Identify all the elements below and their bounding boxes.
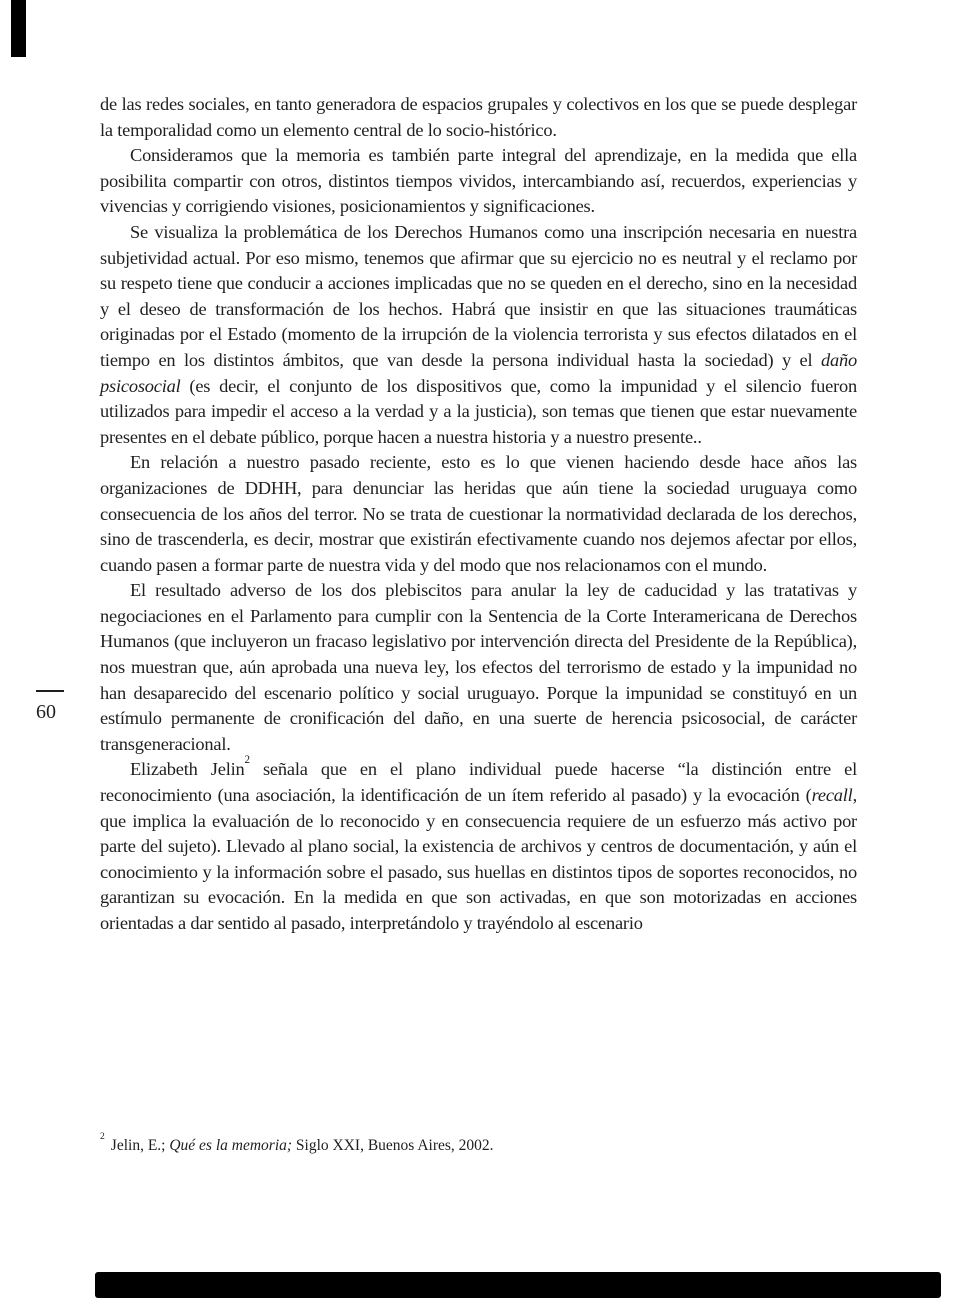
scan-mark-top-left [11,0,26,57]
footnote-title-italic: Qué es la memoria; [169,1137,293,1154]
italic-term: daño psicosocial [100,349,857,396]
footnote-reference: 2 [244,754,250,767]
paragraph-text: El resultado adverso de los dos plebiscitos para anular la ley de caducidad y las tratativas y negociaciones en el Parlamento para cumplir con la Sentencia de la Corte Interamericana de Derechos Humanos (que incluyeron un fracaso legislativo por intervención directa del Presidente de la República), nos muestran que, aún aprobada una nueva ley, los efectos del terrorismo de estado y la impunidad no han desaparecido del escenario político y social uruguayo. Porque la impunidad se constituyó en un estímulo permanente de cronificación del daño, en una suerte de herencia psicosocial, de carácter transgeneracional. [100,580,857,754]
paragraph-text: de las redes sociales, en tanto generadora de espacios grupales y colectivos en los que se puede desplegar la temporalidad como un elemento central de lo socio-histórico. [100,94,857,140]
paragraph-text: Elizabeth Jelin [130,759,245,780]
page-number-block [36,690,76,723]
paragraph-text: , que implica la evaluación de lo reconocido y en consecuencia requiere de un esfuerzo más activo por parte del sujeto). Llevado al plano social, la existencia de archivos y centros de documentación, y aún el conocimiento y la información sobre el pasado, sus huellas en distintos tipos de soportes reconocidos, no garantizan su evocación. En la medida en que son activadas, en que son motorizadas en acciones orientadas a dar sentido al pasado, interpretándolo y trayéndolo al escenario [100,785,857,933]
footnote-marker: 2 [100,1131,105,1143]
scan-mark-bottom [95,1272,941,1298]
paragraph [100,450,857,578]
footnote-text: Siglo XXI, Buenos Aires, 2002. [292,1137,494,1154]
paragraph [100,143,857,220]
footnote-text: Jelin, E.; [110,1137,170,1154]
paragraph-text: señala que en el plano individual puede hacerse “la distinción entre el reconocimiento (una asociación, la identificación de un ítem referido al pasado) y la evocación ( [100,759,857,806]
paragraph [100,754,857,936]
paragraph-text: Consideramos que la memoria es también parte integral del aprendizaje, en la medida que ella posibilita compartir con otros, distintos tiempos vividos, intercambiando así, recuerdos, experiencias y vivencias y corrigiendo visiones, posicionamientos y significaciones. [100,145,857,217]
paragraph-text: En relación a nuestro pasado reciente, esto es lo que vienen haciendo desde hace años las organizaciones de DDHH, para denunciar las heridas que aún tiene la sociedad uruguaya como consecuencia de los años del terror. No se trata de cuestionar la normatividad declarada de los derechos, sino de trascenderla, es decir, mostrar que existirán efectivamente cuando nos dejemos afectar por ellos, cuando pasen a formar parte de nuestra vida y del modo que nos relacionamos con el mundo. [100,452,857,575]
paragraph-text: Se visualiza la problemática de los Derechos Humanos como una inscripción necesaria en nuestra subjetividad actual. Por eso mismo, tenemos que afirmar que su ejercicio no es neutral y el reclamo por su respeto tiene que conducir a acciones implicadas que no se queden en el derecho, sino en la necesidad y el deseo de transformación de los hechos. Habrá que insistir en que las situaciones traumáticas originadas por el Estado (momento de la irrupción de la violencia terrorista y sus efectos dilatados en el tiempo en los distintos ámbitos, que van desde la persona individual hasta la sociedad) y el [100,221,857,370]
paragraph [100,578,857,757]
footnote [100,1131,820,1156]
page-number: 60 [36,701,56,723]
paragraph-text: (es decir, el conjunto de los dispositivos que, como la impunidad y el silencio fueron utilizados para impedir el acceso a la verdad y a la justicia), son temas que tienen que estar nuevamente presentes en el debate público, porque hacen a nuestra historia y a nuestro presente.. [100,375,857,447]
body-text-block [100,92,857,937]
paragraph [100,92,857,143]
page-number-rule [36,690,64,692]
italic-term: recall [811,785,853,806]
paragraph [100,220,857,450]
